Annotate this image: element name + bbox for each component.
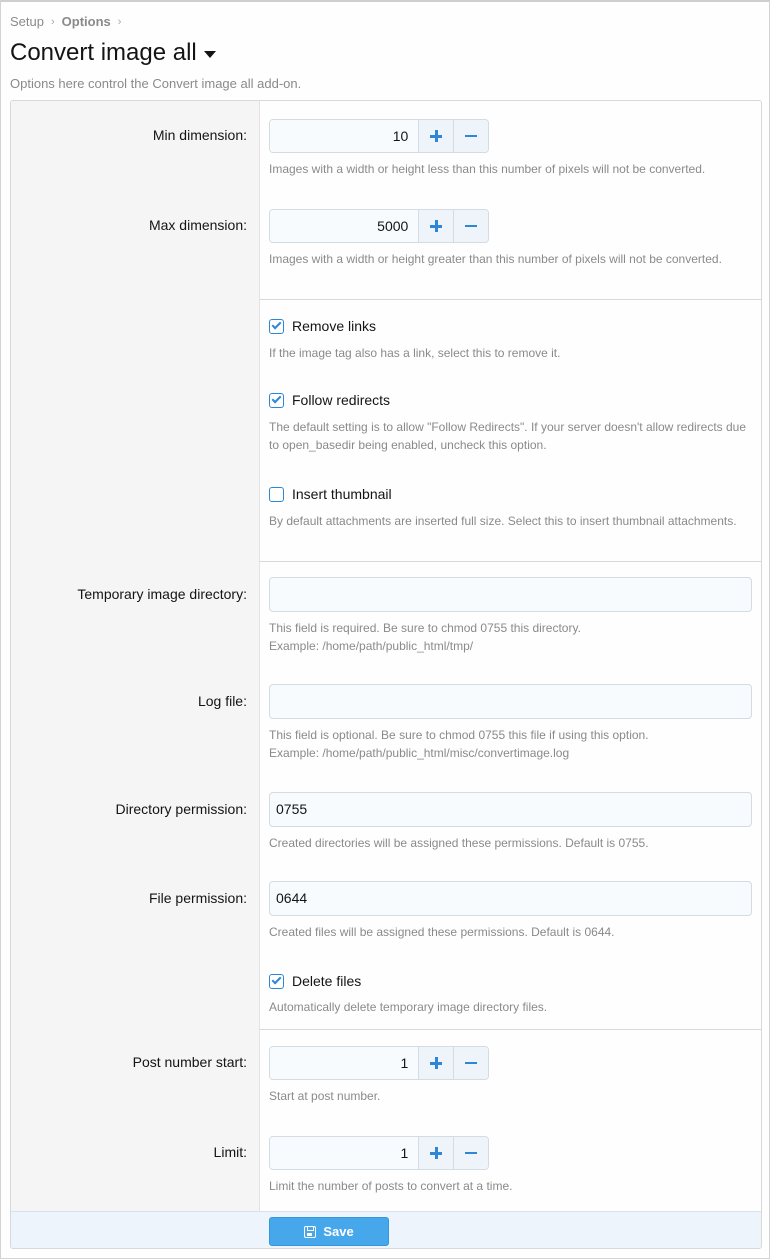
limit-label: Limit: bbox=[213, 1144, 247, 1160]
save-button[interactable] bbox=[269, 1217, 389, 1246]
follow-redirects-hint: The default setting is to allow "Follow Redirects". If your server doesn't allow redirects due to open_basedir being enabled, uncheck this option. bbox=[269, 420, 747, 452]
page-title-text: Convert image all bbox=[10, 39, 197, 66]
check-icon bbox=[272, 974, 282, 984]
min-dimension-hint: Images with a width or height less than this number of pixels will not be converted. bbox=[269, 162, 706, 176]
min-dimension-input[interactable]: 10 bbox=[270, 120, 418, 152]
max-dimension-decrement-button[interactable] bbox=[453, 210, 488, 242]
limit-stepper bbox=[269, 1136, 489, 1170]
temp-dir-hint-line1: This field is required. Be sure to chmod 0755 this directory. bbox=[269, 621, 581, 635]
log-file-input[interactable] bbox=[269, 684, 752, 719]
remove-links-checkbox-row[interactable] bbox=[269, 318, 376, 334]
dir-permission-label: Directory permission: bbox=[115, 801, 247, 817]
check-icon bbox=[272, 393, 282, 403]
post-number-start-decrement-button[interactable] bbox=[453, 1047, 488, 1079]
section-divider bbox=[260, 561, 762, 562]
post-number-start-increment-button[interactable] bbox=[418, 1047, 453, 1079]
delete-files-checkbox-row[interactable] bbox=[269, 973, 361, 989]
post-number-start-input[interactable]: 1 bbox=[270, 1047, 418, 1079]
file-permission-label: File permission: bbox=[148, 890, 247, 906]
follow-redirects-checkbox-row[interactable] bbox=[269, 392, 390, 408]
log-file-hint-line1: This field is optional. Be sure to chmod 0755 this file if using this option. bbox=[269, 728, 649, 742]
follow-redirects-checkbox[interactable] bbox=[269, 393, 284, 408]
plus-icon bbox=[430, 130, 442, 142]
breadcrumb-separator-icon: › bbox=[50, 15, 55, 28]
temp-dir-hint bbox=[269, 619, 754, 655]
max-dimension-hint: Images with a width or height greater than this number of pixels will not be converted. bbox=[269, 252, 722, 266]
min-dimension-increment-button[interactable] bbox=[418, 120, 453, 152]
plus-icon bbox=[430, 220, 442, 232]
insert-thumbnail-checkbox-row[interactable] bbox=[269, 486, 392, 502]
delete-files-label: Delete files bbox=[292, 973, 362, 989]
log-file-label: Log file: bbox=[197, 693, 247, 709]
max-dimension-increment-button[interactable] bbox=[418, 210, 453, 242]
limit-hint: Limit the number of posts to convert at a time. bbox=[269, 1179, 513, 1193]
remove-links-label: Remove links bbox=[292, 318, 377, 334]
max-dimension-stepper bbox=[269, 209, 489, 243]
limit-increment-button[interactable] bbox=[418, 1137, 453, 1169]
limit-input[interactable]: 1 bbox=[270, 1137, 418, 1169]
follow-redirects-label: Follow redirects bbox=[292, 392, 391, 408]
caret-down-icon[interactable] bbox=[204, 51, 216, 58]
post-number-start-stepper bbox=[269, 1046, 489, 1080]
remove-links-checkbox[interactable] bbox=[269, 319, 284, 334]
insert-thumbnail-checkbox[interactable] bbox=[269, 487, 284, 502]
plus-icon bbox=[430, 1147, 442, 1159]
page-title[interactable] bbox=[10, 39, 216, 67]
temp-dir-label: Temporary image directory: bbox=[77, 586, 247, 602]
min-dimension-stepper bbox=[269, 119, 489, 153]
minus-icon bbox=[465, 1152, 477, 1155]
breadcrumb-setup[interactable]: Setup bbox=[10, 14, 44, 29]
max-dimension-input[interactable]: 5000 bbox=[270, 210, 418, 242]
minus-icon bbox=[465, 1062, 477, 1065]
page-description: Options here control the Convert image all add-on. bbox=[10, 76, 302, 91]
max-dimension-label: Max dimension: bbox=[148, 217, 247, 233]
section-divider bbox=[260, 1029, 762, 1030]
insert-thumbnail-label: Insert thumbnail bbox=[292, 486, 392, 502]
options-form bbox=[10, 100, 762, 1249]
check-icon bbox=[272, 319, 282, 329]
remove-links-hint: If the image tag also has a link, select this to remove it. bbox=[269, 346, 561, 360]
save-button-label: Save bbox=[323, 1224, 354, 1239]
min-dimension-label: Min dimension: bbox=[152, 127, 247, 143]
limit-decrement-button[interactable] bbox=[453, 1137, 488, 1169]
dir-permission-hint: Created directories will be assigned these permissions. Default is 0755. bbox=[269, 836, 649, 850]
section-divider bbox=[260, 299, 762, 300]
post-number-start-hint: Start at post number. bbox=[269, 1089, 381, 1103]
delete-files-checkbox[interactable] bbox=[269, 974, 284, 989]
log-file-hint bbox=[269, 726, 754, 762]
temp-dir-input[interactable] bbox=[269, 577, 752, 612]
file-permission-input[interactable]: 0644 bbox=[269, 881, 752, 916]
minus-icon bbox=[465, 225, 477, 228]
plus-icon bbox=[430, 1057, 442, 1069]
dir-permission-input[interactable]: 0755 bbox=[269, 792, 752, 827]
min-dimension-decrement-button[interactable] bbox=[453, 120, 488, 152]
label-column bbox=[11, 101, 260, 1211]
breadcrumb bbox=[10, 14, 128, 29]
log-file-hint-line2: Example: /home/path/public_html/misc/convertimage.log bbox=[269, 746, 570, 760]
save-icon bbox=[304, 1226, 316, 1238]
breadcrumb-separator-icon: › bbox=[117, 15, 122, 28]
post-number-start-label: Post number start: bbox=[132, 1054, 247, 1070]
insert-thumbnail-hint: By default attachments are inserted full size. Select this to insert thumbnail attachments. bbox=[269, 514, 737, 528]
breadcrumb-options[interactable]: Options bbox=[61, 14, 111, 29]
file-permission-hint: Created files will be assigned these permissions. Default is 0644. bbox=[269, 925, 615, 939]
minus-icon bbox=[465, 135, 477, 138]
delete-files-hint: Automatically delete temporary image directory files. bbox=[269, 1000, 548, 1014]
temp-dir-hint-line2: Example: /home/path/public_html/tmp/ bbox=[269, 639, 474, 653]
form-footer bbox=[11, 1211, 762, 1249]
